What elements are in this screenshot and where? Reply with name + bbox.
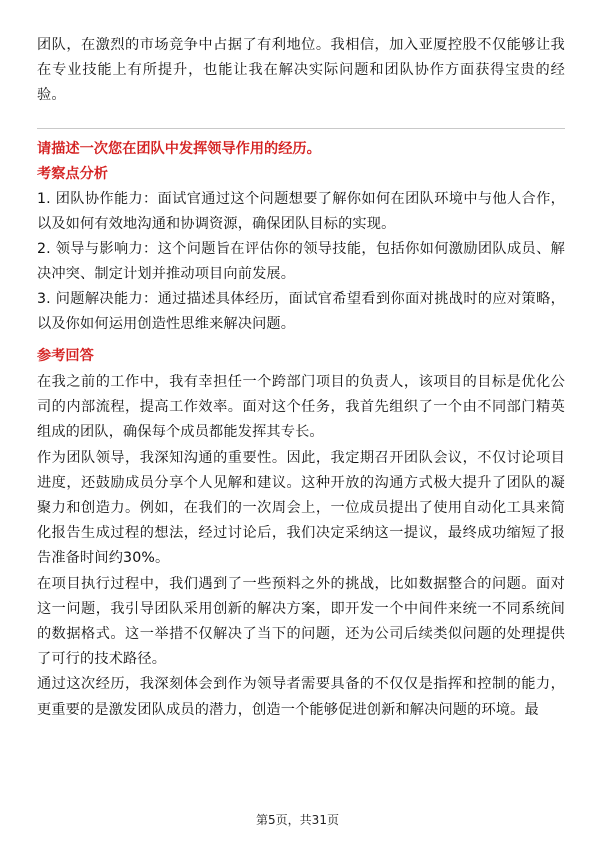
analysis-list [37,187,565,337]
answer-paragraph: 作为团队领导，我深知沟通的重要性。因此，我定期召开团队会议，不仅讨论项目进度，还鼓励成员分享个人见解和建议。这种开放的沟通方式极大提升了团队的凝聚力和创造力。例如，在我们的一次周会上，一位成员提出了使用自动化工具来简化报告生成过程的想法，经过讨论后，我们决定采纳这一提议，最终成功缩短了报告准备时间约30%。 [37,449,565,567]
analysis-item: 1. 团队协作能力：面试官通过这个问题想要了解你如何在团队环境中与他人合作，以及如何有效地沟通和协调资源，确保团队目标的实现。 [37,191,565,232]
intro-paragraph: 团队，在激烈的市场竞争中占据了有利地位。我相信，加入亚厦控股不仅能够让我在专业技能上有所提升，也能让我在解决实际问题和团队协作方面获得宝贵的经验。 [37,37,565,103]
answer-body [37,370,565,723]
answer-title: 参考回答 [37,348,94,364]
section-divider [37,128,565,129]
intro-section [37,33,565,108]
answer-paragraph: 通过这次经历，我深刻体会到作为领导者需要具备的不仅仅是指挥和控制的能力，更重要的是激发团队成员的潜力，创造一个能够促进创新和解决问题的环境。最 [37,676,565,718]
page-number: 第5页，共31页 [256,813,339,827]
analysis-item: 2. 领导与影响力：这个问题旨在评估你的领导技能，包括你如何激励团队成员、解决冲突、制定计划并推动项目向前发展。 [37,241,565,282]
question-heading: 请描述一次您在团队中发挥领导作用的经历。 [37,141,321,157]
analysis-item: 3. 问题解决能力：通过描述具体经历，面试官希望看到你面对挑战时的应对策略，以及你如何运用创造性思维来解决问题。 [37,291,565,332]
analysis-title: 考察点分析 [37,166,108,182]
answer-paragraph: 在我之前的工作中，我有幸担任一个跨部门项目的负责人，该项目的目标是优化公司的内部流程，提高工作效率。面对这个任务，我首先组织了一个由不同部门精英组成的团队，确保每个成员都能发挥其专长。 [37,374,565,441]
answer-paragraph: 在项目执行过程中，我们遇到了一些预料之外的挑战，比如数据整合的问题。面对这一问题，我引导团队采用创新的解决方案，即开发一个中间件来统一不同系统间的数据格式。这一举措不仅解决了当下的问题，还为公司后续类似问题的处理提供了可行的技术路径。 [37,575,565,668]
